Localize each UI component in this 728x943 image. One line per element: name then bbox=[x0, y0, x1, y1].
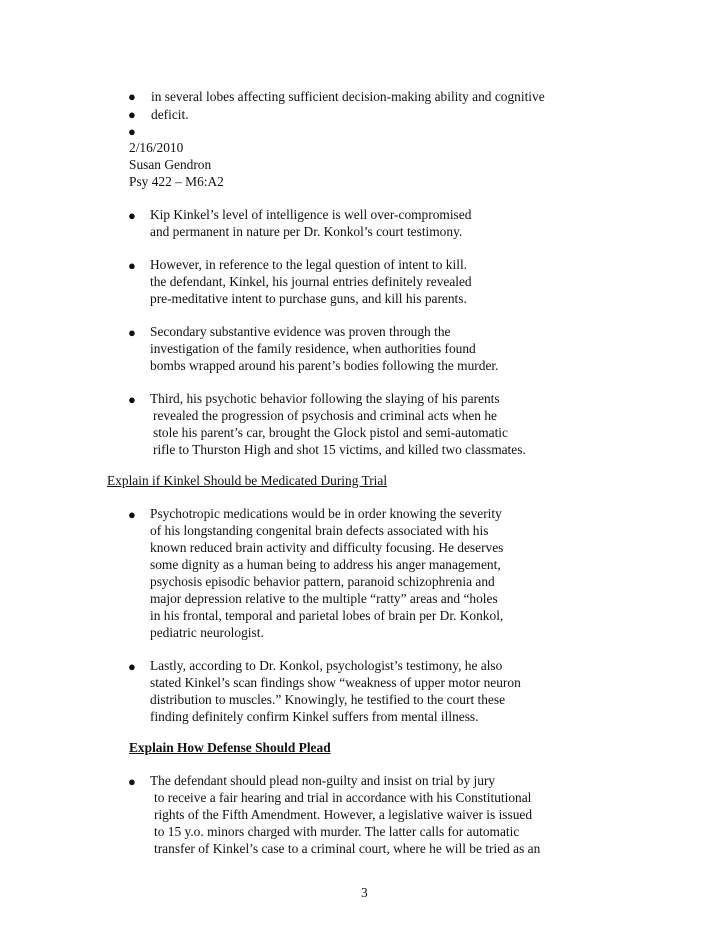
s2-b1-line5: psychosis episodic behavior pattern, paranoid schizophrenia and bbox=[150, 574, 495, 589]
header-course: Psy 422 – M6:A2 bbox=[129, 174, 224, 189]
s2-b1-line1: Psychotropic medications would be in order knowing the severity bbox=[150, 506, 502, 521]
s1-b2-line1: However, in reference to the legal question of intent to kill. bbox=[150, 257, 468, 272]
s1-b4-line1: Third, his psychotic behavior following the slaying of his parents bbox=[150, 391, 500, 406]
s3-b1-line3: rights of the Fifth Amendment. However, a legislative waiver is issued bbox=[154, 807, 533, 822]
s1-b3-line3: bombs wrapped around his parent’s bodies following the murder. bbox=[150, 358, 499, 373]
s2-b2-line1: Lastly, according to Dr. Konkol, psychologist’s testimony, he also bbox=[150, 658, 503, 673]
s2-b1-line2: of his longstanding congenital brain defects associated with his bbox=[150, 523, 489, 538]
s2-b1-line8: pediatric neurologist. bbox=[150, 625, 264, 640]
s2-b2-line4: finding definitely confirm Kinkel suffers from mental illness. bbox=[150, 709, 479, 724]
s1-b4-line4: rifle to Thurston High and shot 15 victims, and killed two classmates. bbox=[153, 442, 526, 457]
s2-b1-line7: in his frontal, temporal and parietal lobes of brain per Dr. Konkol, bbox=[150, 608, 504, 623]
section3-heading: Explain How Defense Should Plead bbox=[129, 740, 331, 755]
bullet-icon: ● bbox=[128, 208, 136, 223]
header-author: Susan Gendron bbox=[129, 157, 212, 172]
s2-b1-line3: known reduced brain activity and difficulty focusing. He deserves bbox=[150, 540, 504, 555]
bullet-icon: ● bbox=[128, 774, 136, 789]
intro-bullet-1: in several lobes affecting sufficient decision-making ability and cognitive bbox=[151, 89, 545, 104]
s1-b2-line2: the defendant, Kinkel, his journal entries definitely revealed bbox=[150, 274, 472, 289]
s3-b1-line4: to 15 y.o. minors charged with murder. The latter calls for automatic bbox=[154, 824, 520, 839]
s1-b2-line3: pre-meditative intent to purchase guns, and kill his parents. bbox=[150, 291, 467, 306]
s3-b1-line2: to receive a fair hearing and trial in accordance with his Constitutional bbox=[154, 790, 532, 805]
s1-b4-line3: stole his parent’s car, brought the Glock pistol and semi-automatic bbox=[153, 425, 508, 440]
s2-b1-line4: some dignity as a human being to address his anger management, bbox=[150, 557, 501, 572]
bullet-icon: ● bbox=[128, 107, 136, 122]
s3-b1-line5: transfer of Kinkel’s case to a criminal court, where he will be tried as an bbox=[154, 841, 541, 856]
s1-b1-line2: and permanent in nature per Dr. Konkol’s court testimony. bbox=[150, 224, 463, 239]
s1-b3-line1: Secondary substantive evidence was proven through the bbox=[150, 324, 451, 339]
bullet-icon: ● bbox=[128, 124, 136, 139]
bullet-icon: ● bbox=[128, 659, 136, 674]
s3-b1-line1: The defendant should plead non-guilty and insist on trial by jury bbox=[150, 773, 496, 788]
s2-b1-line6: major depression relative to the multiple “ratty” areas and “holes bbox=[150, 591, 498, 606]
bullet-icon: ● bbox=[128, 507, 136, 522]
s1-b4-line2: revealed the progression of psychosis and criminal acts when he bbox=[153, 408, 497, 423]
section2-heading: Explain if Kinkel Should be Medicated During Trial bbox=[107, 473, 388, 488]
bullet-icon: ● bbox=[128, 325, 136, 340]
header-date: 2/16/2010 bbox=[129, 140, 184, 155]
s2-b2-line3: distribution to muscles.” Knowingly, he testified to the court these bbox=[150, 692, 506, 707]
bullet-icon: ● bbox=[128, 392, 136, 407]
page-number: 3 bbox=[361, 885, 368, 900]
s1-b1-line1: Kip Kinkel’s level of intelligence is well over-compromised bbox=[150, 207, 472, 222]
intro-bullet-2: deficit. bbox=[151, 107, 189, 122]
s1-b3-line2: investigation of the family residence, when authorities found bbox=[150, 341, 476, 356]
s2-b2-line2: stated Kinkel’s scan findings show “weakness of upper motor neuron bbox=[150, 675, 521, 690]
bullet-icon: ● bbox=[128, 258, 136, 273]
bullet-icon: ● bbox=[128, 89, 136, 104]
